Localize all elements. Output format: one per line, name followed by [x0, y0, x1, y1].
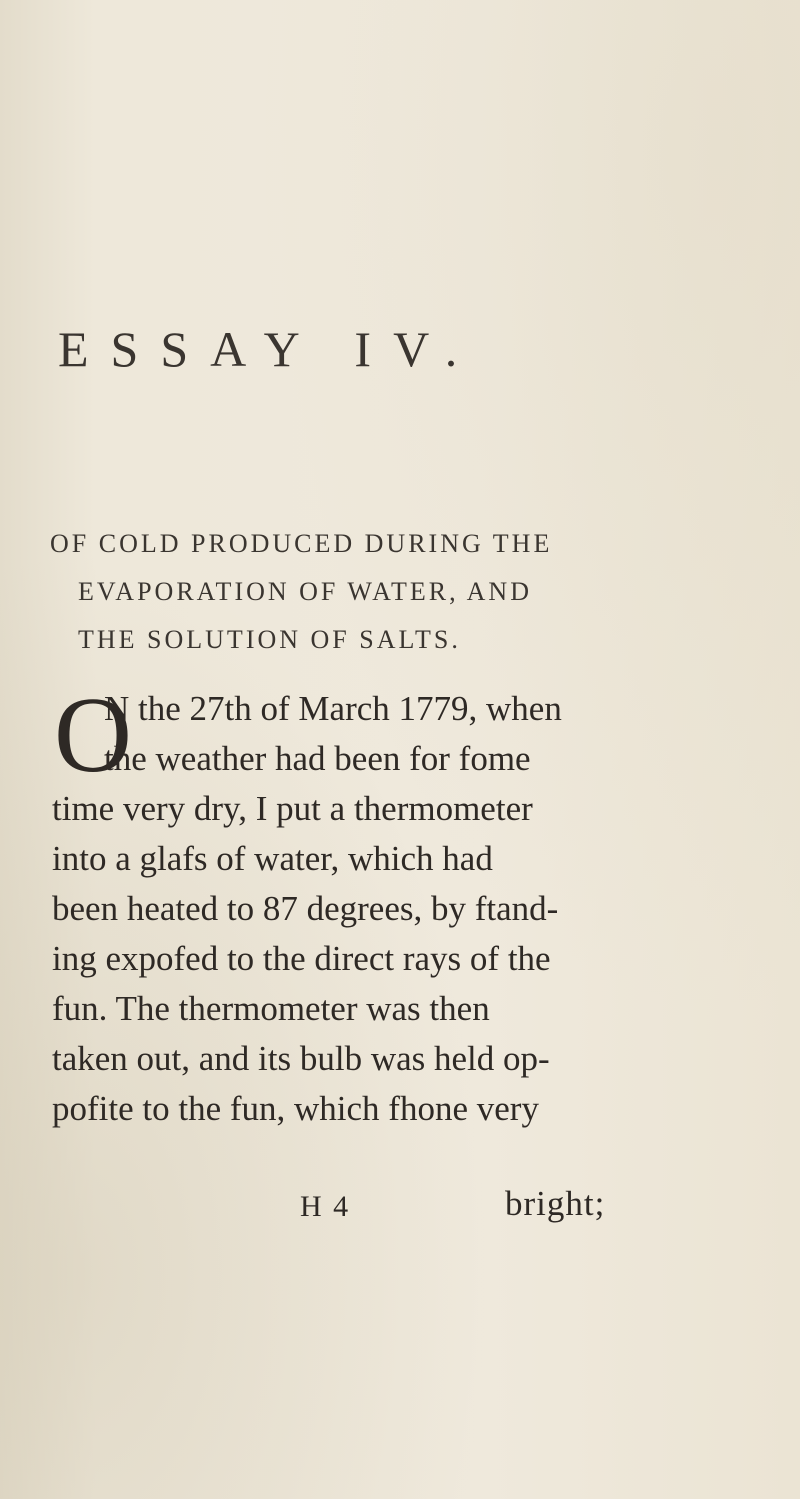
signature-mark: H 4 [300, 1190, 351, 1223]
essay-heading: ESSAY IV. [58, 321, 480, 377]
text-line: time very dry, I put a thermometer [52, 789, 533, 828]
text-line: been heated to 87 degrees, by ftand- [52, 889, 559, 928]
text-line: into a glafs of water, which had [52, 839, 493, 878]
essay-subtitle [50, 520, 770, 664]
catchword: bright; [505, 1184, 606, 1223]
text-line: ing expofed to the direct rays of the [52, 939, 551, 978]
body-text [52, 676, 752, 1134]
text-line: pofite to the fun, which fhone very [52, 1089, 539, 1128]
text-line: fun. The thermometer was then [52, 989, 490, 1028]
text-line: taken out, and its bulb was held op- [52, 1039, 550, 1078]
page-footer [0, 1184, 800, 1234]
text-line: the weather had been for fome [104, 739, 531, 778]
subtitle-line: OF COLD PRODUCED DURING THE [50, 529, 553, 558]
subtitle-line: THE SOLUTION OF SALTS. [78, 625, 461, 654]
drop-capital: O [54, 676, 132, 795]
text-line: N the 27th of March 1779, when [104, 689, 562, 728]
subtitle-line: EVAPORATION OF WATER, AND [78, 577, 532, 606]
